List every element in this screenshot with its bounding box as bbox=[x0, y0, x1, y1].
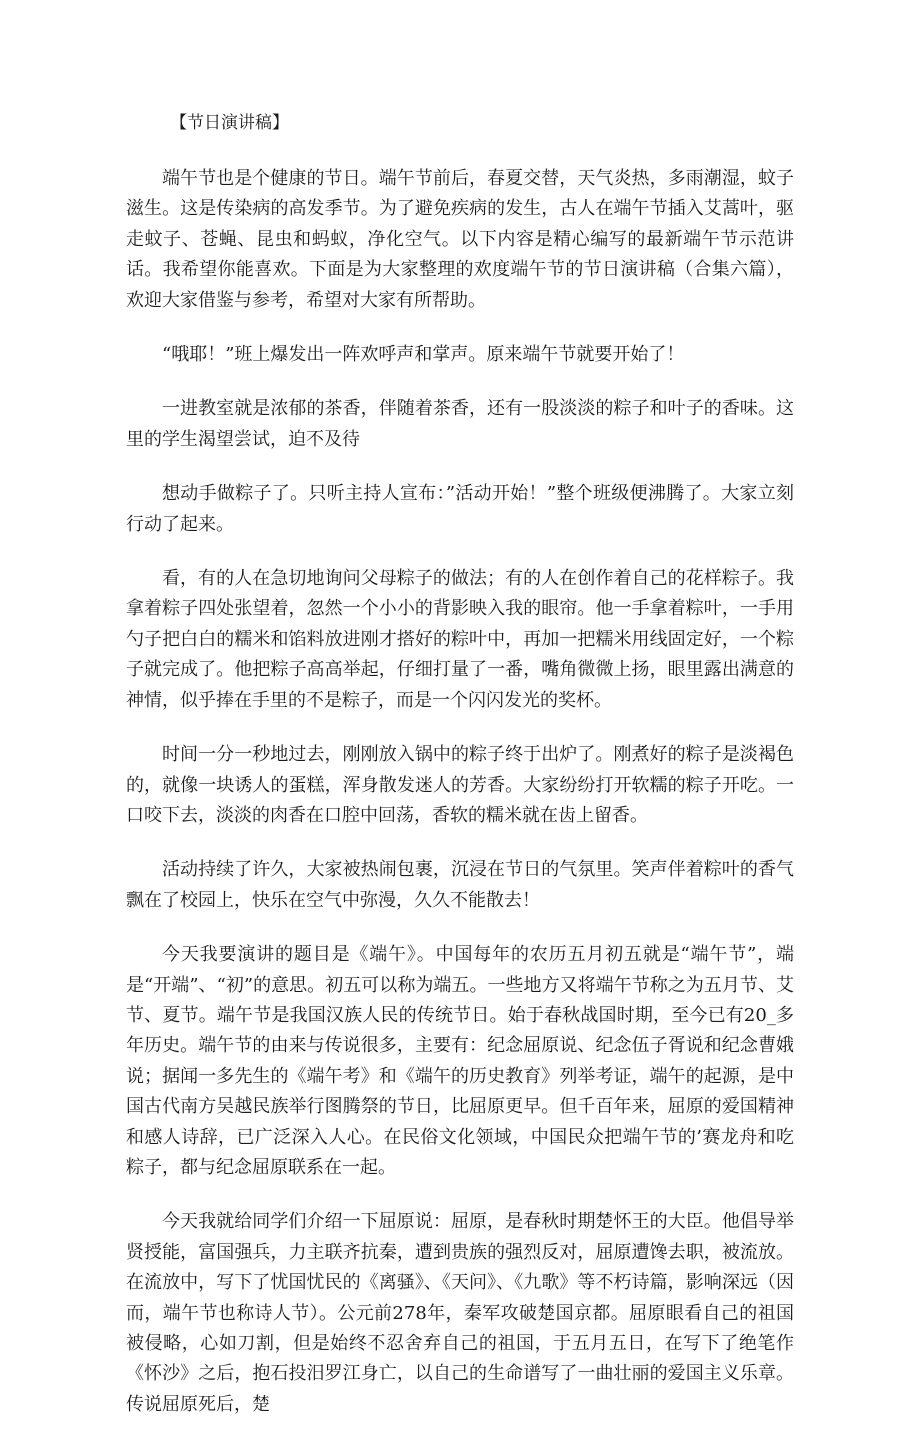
document-title: 【节日演讲稿】 bbox=[170, 113, 289, 133]
paragraph-intro: 端午节也是个健康的节日。端午节前后，春夏交替，天气炎热，多雨潮湿，蚊子滋生。这是传染病的高发季节。为了避免疾病的发生，古人在端午节插入艾蒿叶，驱走蚊子、苍蝇、昆虫和蚂蚁，净化空气。以下内容是精心编写的最新端午节示范讲话。我希望你能喜欢。下面是为大家整理的欢度端午节的节日演讲稿（合集六篇），欢迎大家借鉴与参考，希望对大家有所帮助。 bbox=[126, 168, 794, 311]
paragraph-qu-yuan: 今天我就给同学们介绍一下屈原说：屈原，是春秋时期楚怀王的大臣。他倡导举贤授能，富国强兵，力主联齐抗秦，遭到贵族的强烈反对，屈原遭馋去职，被流放。在流放中，写下了忧国忧民的《离骚》、《天问》、《九歌》等不朽诗篇，影响深远（因而，端午节也称诗人节）。公元前278年，秦军攻破楚国京都。屈原眼看自己的祖国被侵略，心如刀割，但是始终不忍舍弃自己的祖国，于五月五日，在写下了绝笔作《怀沙》之后，抱石投汨罗江身亡，以自己的生命谱写了一曲壮丽的爱国主义乐章。传说屈原死后，楚 bbox=[126, 1211, 794, 1415]
paragraph-eating-zongzi: 时间一分一秒地过去，刚刚放入锅中的粽子终于出炉了。刚煮好的粽子是淡褐色的，就像一块诱人的蛋糕，浑身散发迷人的芳香。大家纷纷打开软糯的粽子开吃。一口咬下去，淡淡的肉香在口腔中回荡，香软的糯米就在齿上留香。 bbox=[126, 744, 794, 826]
document-page bbox=[126, 108, 794, 1444]
paragraph-classroom: 一进教室就是浓郁的茶香，伴随着茶香，还有一股淡淡的粽子和叶子的香味。这里的学生渴望尝试，迫不及待 bbox=[126, 398, 794, 450]
paragraph-speech-origin: 今天我要演讲的题目是《端午》。中国每年的农历五月初五就是“端午节”，端是“开端”、“初”的意思。初五可以称为端五。一些地方又将端午节称之为五月节、艾节、夏节。端午节是我国汉族人民的传统节日。始于春秋战国时期，至今已有20_多年历史。端午节的由来与传说很多，主要有：纪念屈原说、纪念伍子胥说和纪念曹娥说；据闻一多先生的《端午考》和《端午的历史教育》列举考证，端午的起源，是中国古代南方吴越民族举行图腾祭的节日，比屈原更早。但千百年来，屈原的爱国精神和感人诗辞，已广泛深入人心。在民俗文化领域，中国民众把端午节的’赛龙舟和吃粽子，都与纪念屈原联系在一起。 bbox=[126, 944, 794, 1178]
paragraph-festive-mood: 活动持续了许久，大家被热闹包裹，沉浸在节日的气氛里。笑声伴着粽叶的香气飘在了校园上，快乐在空气中弥漫，久久不能散去！ bbox=[126, 859, 794, 911]
paragraph-making-zongzi: 看，有的人在急切地询问父母粽子的做法；有的人在创作着自己的花样粽子。我拿着粽子四处张望着，忽然一个小小的背影映入我的眼帘。他一手拿着粽叶，一手用勺子把白白的糯米和馅料放进刚才搭好的粽叶中，再加一把糯米用线固定好，一个粽子就完成了。他把粽子高高举起，仔细打量了一番，嘴角微微上扬，眼里露出满意的神情，似乎捧在手里的不是粽子，而是一个闪闪发光的奖杯。 bbox=[126, 568, 794, 711]
paragraph-cheer: “哦耶！”班上爆发出一阵欢呼声和掌声。原来端午节就要开始了！ bbox=[162, 344, 685, 366]
paragraph-activity-start: 想动手做粽子了。只听主持人宣布：”活动开始！”整个班级便沸腾了。大家立刻行动了起来。 bbox=[126, 483, 794, 535]
